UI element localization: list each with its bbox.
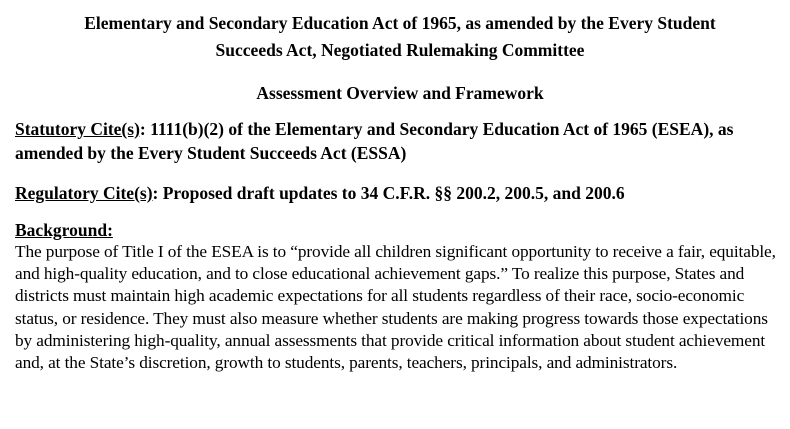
background-paragraph: The purpose of Title I of the ESEA is to “provide all children significant opportunity to receive a fair, equitable, and high-quality education, and to close educational achievement gaps.” To realize this purpose, States and districts must maintain high academic expectations for all students regardless of their race, socio-economic status, or residence. They must also measure whether students are making progress towards those expectations by administering high-quality, annual assessments that provide critical information about student achievement and, at the State’s discretion, growth to students, parents, teachers, principals, and administrators. xyxy=(15,242,776,373)
document-subtitle: Assessment Overview and Framework xyxy=(256,83,544,103)
statutory-cite-text: : 1111(b)(2) of the Elementary and Secondary Education Act of 1965 (ESEA), as amended by the Every Student Succeeds Act (ESSA) xyxy=(15,119,734,163)
document-title xyxy=(15,10,785,64)
statutory-cite xyxy=(15,117,785,165)
background-heading: Background: xyxy=(15,220,113,240)
document-page xyxy=(15,0,785,374)
regulatory-cite-text: : Proposed draft updates to 34 C.F.R. §§ 200.2, 200.5, and 200.6 xyxy=(152,183,625,203)
title-line-1: Elementary and Secondary Education Act of 1965, as amended by the Every Student xyxy=(84,13,716,33)
regulatory-cite xyxy=(15,181,785,205)
regulatory-cite-label: Regulatory Cite(s) xyxy=(15,183,153,203)
statutory-cite-label: Statutory Cite(s) xyxy=(15,119,140,139)
title-line-2: Succeeds Act, Negotiated Rulemaking Committee xyxy=(215,40,585,60)
